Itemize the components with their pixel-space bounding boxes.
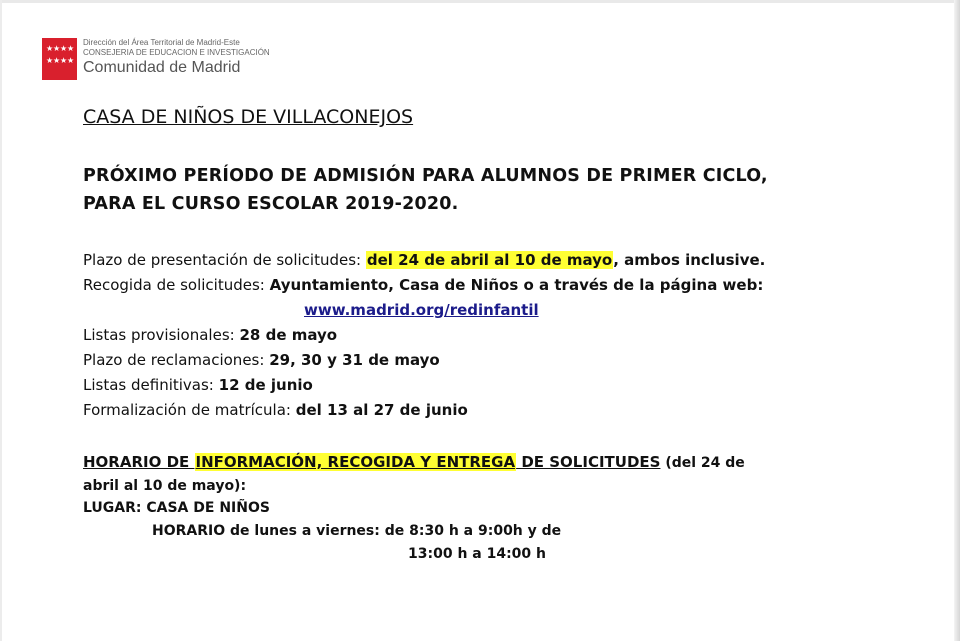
star-icon: ★: [60, 44, 68, 53]
star-icon: ★: [60, 56, 68, 65]
provisionales-value: 28 de mayo: [239, 326, 338, 344]
star-icon: ★: [53, 56, 61, 65]
recogida-value: Ayuntamiento, Casa de Niños o a través de la página web:: [269, 276, 764, 294]
reclamaciones-value: 29, 30 y 31 de mayo: [269, 351, 440, 369]
subtitle-line-2: PARA EL CURSO ESCOLAR 2019-2020.: [83, 194, 459, 214]
star-icon: ★: [53, 44, 61, 53]
flag-stars: [46, 45, 74, 73]
reclamaciones-row: [83, 350, 440, 370]
star-icon: ★: [46, 44, 54, 53]
plazo-label: Plazo de presentación de solicitudes:: [83, 251, 362, 269]
comunidad-madrid-flag-logo: [42, 38, 77, 80]
reclamaciones-label: Plazo de reclamaciones:: [83, 351, 265, 369]
horario-dates: abril al 10 de mayo):: [83, 478, 247, 494]
matricula-label: Formalización de matrícula:: [83, 401, 291, 419]
document-title: CASA DE NIÑOS DE VILLACONEJOS: [83, 106, 414, 128]
definitivas-value: 12 de junio: [218, 376, 313, 394]
matricula-row: [83, 400, 468, 420]
horario-line-2: 13:00 h a 14:00 h: [408, 546, 547, 562]
scan-edge-right: [954, 0, 960, 641]
scan-edge-top: [0, 0, 960, 3]
logo-line-direccion: Dirección del Área Territorial de Madrid-Este: [83, 38, 240, 47]
horario-heading-part2: DE SOLICITUDES: [516, 453, 661, 471]
matricula-value: del 13 al 27 de junio: [295, 401, 468, 419]
recogida-row: [83, 275, 763, 295]
horario-line-1: HORARIO de lunes a viernes: de 8:30 h a 9:00h y de: [152, 523, 562, 539]
redinfantil-link[interactable]: www.madrid.org/redinfantil: [304, 301, 539, 319]
plazo-highlight: del 24 de abril al 10 de mayo: [366, 251, 613, 269]
definitivas-row: [83, 375, 313, 395]
star-icon: ★: [46, 56, 54, 65]
lugar-line: LUGAR: CASA DE NIÑOS: [83, 500, 270, 516]
provisionales-label: Listas provisionales:: [83, 326, 235, 344]
scan-edge-left: [0, 0, 2, 641]
subtitle-line-1: PRÓXIMO PERÍODO DE ADMISIÓN PARA ALUMNOS DE PRIMER CICLO,: [83, 166, 768, 186]
logo-text: [83, 38, 270, 78]
definitivas-label: Listas definitivas:: [83, 376, 214, 394]
provisionales-row: [83, 325, 337, 345]
star-icon: ★: [67, 44, 75, 53]
logo-line-consejeria: CONSEJERIA DE EDUCACION E INVESTIGACIÓN: [83, 48, 270, 57]
horario-heading-highlight: INFORMACIÓN, RECOGIDA Y ENTREGA: [195, 453, 516, 471]
recogida-label: Recogida de solicitudes:: [83, 276, 265, 294]
web-row: [304, 300, 539, 320]
horario-heading: [83, 452, 745, 473]
plazo-rest: , ambos inclusive.: [613, 251, 766, 269]
horario-heading-part1: HORARIO DE: [83, 453, 195, 471]
plazo-row: [83, 250, 765, 270]
star-icon: ★: [67, 56, 75, 65]
logo-line-comunidad: Comunidad de Madrid: [83, 59, 241, 76]
horario-heading-tail: (del 24 de: [660, 455, 745, 471]
